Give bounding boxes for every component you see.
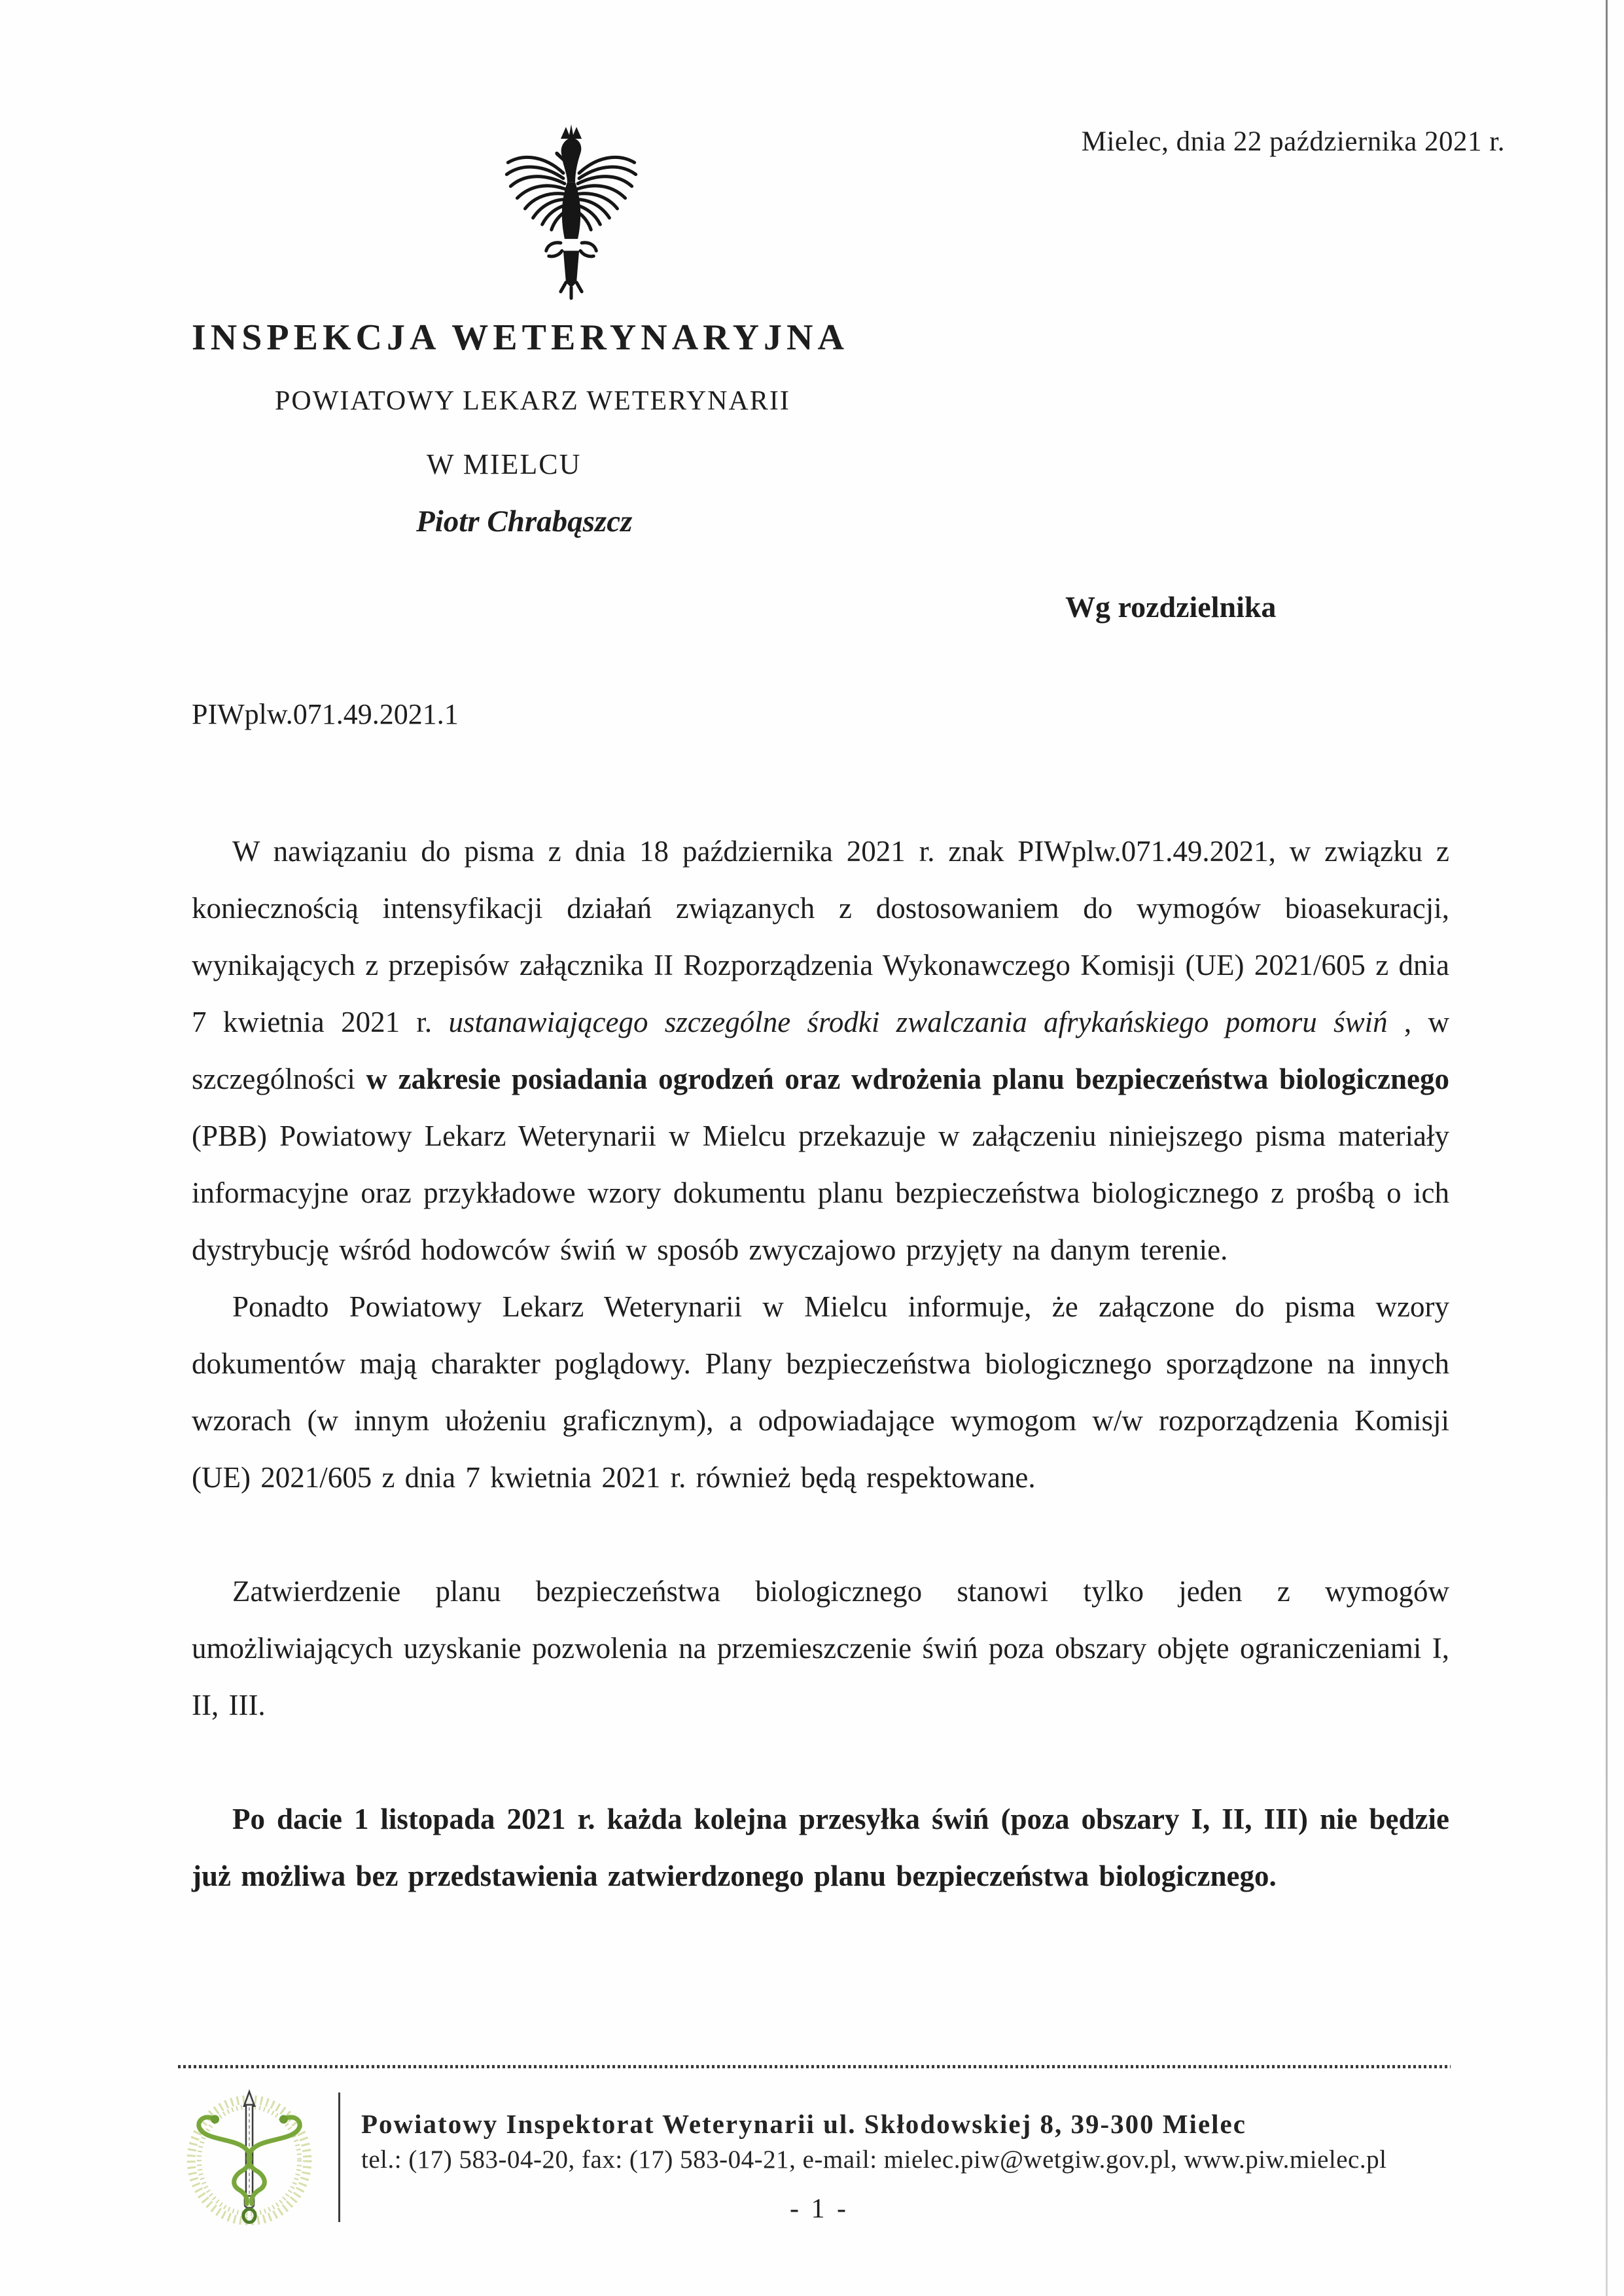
officer-name: Piotr Chrabąszcz (416, 504, 633, 539)
polish-eagle-icon (492, 122, 650, 319)
p1-regulation-title: ustanawiającego szczególne środki zwalczania afrykańskiego pomoru świń (448, 1006, 1388, 1038)
p1-connector: , w szczególności (192, 1006, 1449, 1095)
p1-bold-scope: w zakresie posiadania ogrodzeń oraz wdrożenia planu bezpieczeństwa biologicznego (366, 1063, 1449, 1095)
p1-closing: (PBB) Powiatowy Lekarz Weterynarii w Mielcu przekazuje w załączeniu niniejszego pisma materiały informacyjne oraz przykładowe wzory dokumentu planu bezpieczeństwa biologicznego z prośbą o ich dystrybucję wśród hodowców świń w sposób zwyczajowo przyjęty na danym terenie. (192, 1120, 1449, 1266)
p1-intro: W nawiązaniu do pisma z dnia 18 października 2021 r. znak PIWplw.071.49.2021, w związku z koniecznością intensyfikacji działań związanych z dostosowaniem do wymogów bioasekuracji, wynikających z przepisów załącznika II Rozporządzenia Wykonawczego Komisji (UE) 2021/605 z dnia 7 kwietnia 2021 r. (192, 835, 1449, 1038)
body-paragraph-4: Po dacie 1 listopada 2021 r. każda kolejna przesyłka świń (poza obszary I, II, III) nie będzie już możliwa bez przedstawienia zatwierdzonego planu bezpieczeństwa biologicznego. (192, 1803, 1449, 1892)
footer-contact: tel.: (17) 583-04-20, fax: (17) 583-04-21, e-mail: mielec.piw@wetgiw.gov.pl, www.piw.mielec.pl (361, 2146, 1387, 2174)
office-title: POWIATOWY LEKARZ WETERYNARII (275, 386, 790, 416)
footer-text-block (361, 2108, 1460, 2174)
body-paragraph-1 (192, 823, 1449, 1279)
office-city: W MIELCU (427, 448, 582, 480)
distribution-note: Wg rozdzielnika (1065, 590, 1277, 624)
footer-separator (178, 2065, 1451, 2068)
footer-divider (338, 2093, 340, 2222)
footer-address: Powiatowy Inspektorat Weterynarii ul. Skłodowskiej 8, 39-300 Mielec (361, 2109, 1246, 2139)
vet-caduceus-icon (177, 2087, 322, 2230)
page-number: - 1 - (790, 2194, 849, 2224)
org-name-heading: INSPEKCJA WETERYNARYJNA (192, 317, 849, 358)
body-paragraph-3: Zatwierdzenie planu bezpieczeństwa biologicznego stanowi tylko jeden z wymogów umożliwiających uzyskanie pozwolenia na przemieszczenie świń poza obszary objęte ograniczeniami I, II, III. (192, 1575, 1449, 1722)
body-paragraph-2: Ponadto Powiatowy Lekarz Weterynarii w Mielcu informuje, że załączone do pisma wzory dokumentów mają charakter poglądowy. Plany bezpieczeństwa biologicznego sporządzone na innych wzorach (w innym ułożeniu graficznym), a odpowiadające wymogom w/w rozporządzenia Komisji (UE) 2021/605 z dnia 7 kwietnia 2021 r. również będą respektowane. (192, 1290, 1449, 1494)
letter-body (192, 823, 1449, 1905)
date-line: Mielec, dnia 22 października 2021 r. (1081, 126, 1505, 157)
reference-number: PIWplw.071.49.2021.1 (192, 698, 459, 730)
scanner-artifact-line (1606, 0, 1608, 2296)
